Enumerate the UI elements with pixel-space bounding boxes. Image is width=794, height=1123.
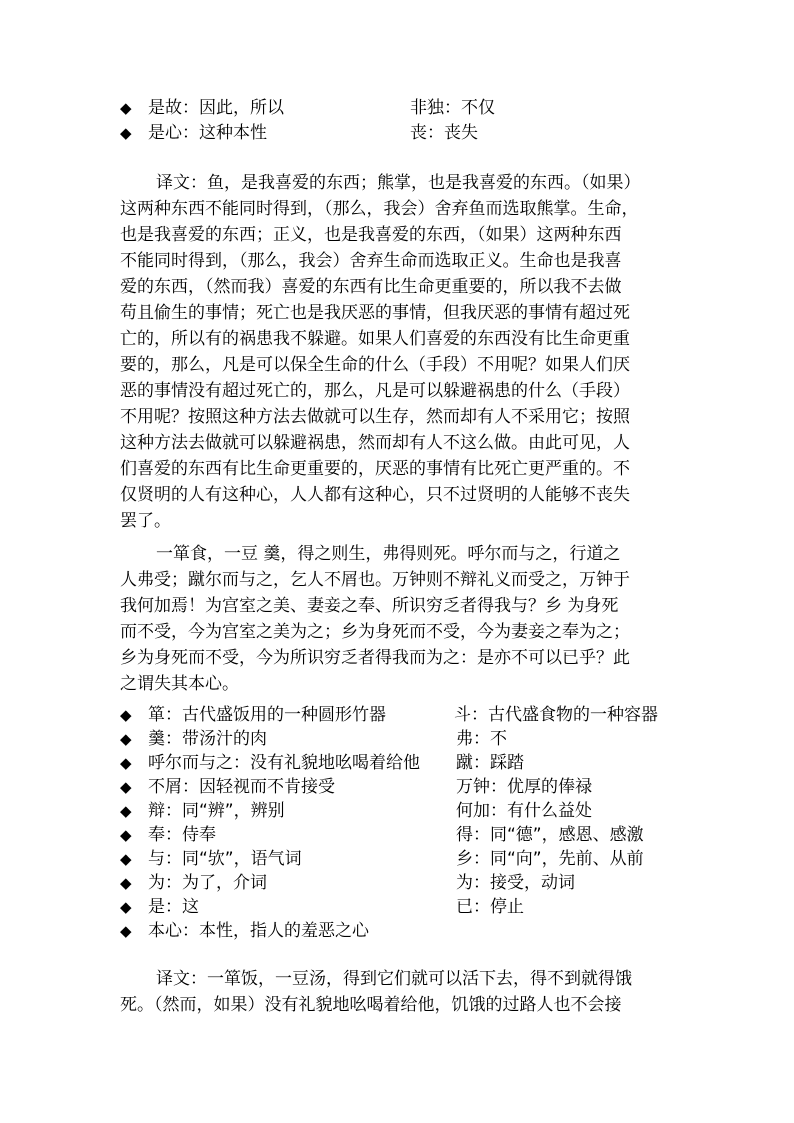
glossary-term: 是故：因此，所以 xyxy=(148,98,284,118)
text-line: 一箪食，一豆 羹，得之则生，弗得则死。呼尔而与之，行道之 xyxy=(156,544,621,564)
glossary-row xyxy=(120,823,690,848)
text-line: 爱的东西，（然而我）喜爱的东西有比生命更重要的，所以我不去做 xyxy=(120,277,622,297)
diamond-bullet-icon: ◆ xyxy=(120,874,132,892)
diamond-bullet-icon: ◆ xyxy=(120,99,132,117)
text-line: 这种方法去做就可以躲避祸患，然而却有人不这么做。由此可见，人 xyxy=(120,433,630,453)
diamond-bullet-icon: ◆ xyxy=(120,706,132,724)
text-line: 而不受，今为宫室之美为之；乡为身死而不受，今为妻妾之奉为之； xyxy=(120,622,630,642)
glossary-row xyxy=(120,847,690,872)
text-line: 也是我喜爱的东西；正义，也是我喜爱的东西，（如果）这两种东西 xyxy=(120,225,622,245)
glossary-row xyxy=(120,96,690,121)
text-line: 译文：鱼，是我喜爱的东西；熊掌，也是我喜爱的东西。（如果） xyxy=(156,173,641,193)
text-line: 译文：一箪饭，一豆汤，得到它们就可以活下去，得不到就得饿 xyxy=(156,969,632,989)
text-line: 要的，那么，凡是可以保全生命的什么（手段）不用呢？如果人们厌 xyxy=(120,355,630,375)
glossary-row xyxy=(120,895,690,920)
text-line: 我何加焉！为宫室之美、妻妾之奉、所识穷乏者得我与？乡 为身死 xyxy=(120,596,619,616)
glossary-row xyxy=(120,775,690,800)
diamond-bullet-icon: ◆ xyxy=(120,922,132,940)
glossary-term: 万钟：优厚的俸禄 xyxy=(456,777,592,797)
glossary-term: 乡：同“向”，先前、从前 xyxy=(456,849,644,869)
text-line: 不用呢？按照这种方法去做就可以生存，然而却有人不采用它；按照 xyxy=(120,407,630,427)
text-line: 亡的，所以有的祸患我不躲避。如果人们喜爱的东西没有比生命更重 xyxy=(120,329,630,349)
text-line: 乡为身死而不受，今为所识穷乏者得我而为之：是亦不可以已乎？此 xyxy=(120,648,630,668)
text-line: 不能同时得到，（那么，我会）舍弃生命而选取正义。生命也是我喜 xyxy=(120,251,622,271)
glossary-term: 丧：丧失 xyxy=(410,123,478,143)
diamond-bullet-icon: ◆ xyxy=(120,826,132,844)
diamond-bullet-icon: ◆ xyxy=(120,730,132,748)
diamond-bullet-icon: ◆ xyxy=(120,124,132,142)
glossary-row xyxy=(120,727,690,752)
glossary-term: 何加：有什么益处 xyxy=(456,801,592,821)
glossary-row xyxy=(120,751,690,776)
text-line: 这两种东西不能同时得到，（那么，我会）舍弃鱼而选取熊掌。生命， xyxy=(120,199,639,219)
glossary-term: 得：同“德”，感恩、感激 xyxy=(456,825,644,845)
text-line: 们喜爱的东西有比生命更重要的，厌恶的事情有比死亡更严重的。不 xyxy=(120,459,630,479)
glossary-row xyxy=(120,121,690,146)
diamond-bullet-icon: ◆ xyxy=(120,802,132,820)
glossary-term: 呼尔而与之：没有礼貌地吆喝着给他 xyxy=(148,753,420,773)
glossary-term: 羹：带汤汁的肉 xyxy=(148,729,267,749)
text-line: 死。（然而，如果）没有礼貌地吆喝着给他，饥饿的过路人也不会接 xyxy=(120,995,622,1015)
text-line: 仅贤明的人有这种心，人人都有这种心，只不过贤明的人能够不丧失 xyxy=(120,485,630,505)
glossary-term: 已：停止 xyxy=(456,897,524,917)
glossary-row xyxy=(120,871,690,896)
glossary-term: 为：接受，动词 xyxy=(456,873,575,893)
diamond-bullet-icon: ◆ xyxy=(120,898,132,916)
glossary-term: 与：同“欤”，语气词 xyxy=(148,849,302,869)
diamond-bullet-icon: ◆ xyxy=(120,754,132,772)
glossary-row xyxy=(120,799,690,824)
glossary-term: 是：这 xyxy=(148,897,199,917)
text-line: 人弗受；蹴尔而与之，乞人不屑也。万钟则不辩礼义而受之，万钟于 xyxy=(120,570,630,590)
text-line: 之谓失其本心。 xyxy=(120,674,239,694)
glossary-term: 弗：不 xyxy=(456,729,507,749)
diamond-bullet-icon: ◆ xyxy=(120,850,132,868)
text-line: 罢了。 xyxy=(120,511,171,531)
glossary-term: 斗：古代盛食物的一种容器 xyxy=(454,705,658,725)
glossary-row xyxy=(120,703,690,728)
glossary-term: 是心：这种本性 xyxy=(148,123,267,143)
glossary-term: 为：为了，介词 xyxy=(148,873,267,893)
glossary-term: 非独：不仅 xyxy=(410,98,495,118)
glossary-term: 不屑：因轻视而不肯接受 xyxy=(148,777,335,797)
glossary-row xyxy=(120,919,690,944)
glossary-term: 辩：同“辨”，辨别 xyxy=(148,801,285,821)
glossary-term: 本心：本性，指人的羞恶之心 xyxy=(148,921,369,941)
text-line: 苟且偷生的事情；死亡也是我厌恶的事情，但我厌恶的事情有超过死 xyxy=(120,303,630,323)
text-line: 恶的事情没有超过死亡的，那么，凡是可以躲避祸患的什么（手段） xyxy=(120,381,630,401)
glossary-term: 蹴：踩踏 xyxy=(456,753,524,773)
glossary-term: 奉：侍奉 xyxy=(148,825,216,845)
diamond-bullet-icon: ◆ xyxy=(120,778,132,796)
glossary-term: 箪：古代盛饭用的一种圆形竹器 xyxy=(148,705,386,725)
